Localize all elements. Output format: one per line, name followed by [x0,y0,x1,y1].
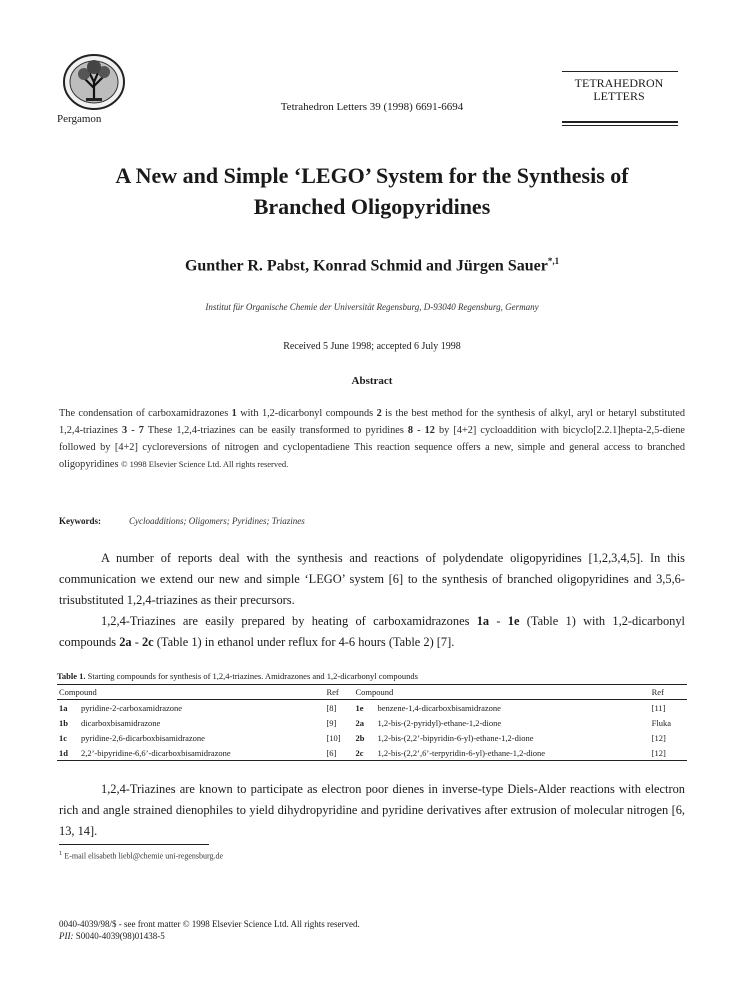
compound-name: 1,2-bis-(2-pyridyl)-ethane-1,2-dione [377,717,502,728]
body-paragraph [59,611,685,653]
abstract-text-part: by [4+2] cycloaddition with bicyclo[2.2.1]hepta-2,5-diene followed by [4+2] cycloreversions of nitrogen and cyclopentadiene This reaction sequence offers a new, simple and general access to branched oligopyridines [59,425,686,470]
compound-id: 1a [59,702,68,713]
table-row [57,715,687,730]
keywords-text: Cycloadditions; Oligomers; Pyridines; Triazines [129,516,305,526]
article-title-line-1: A New and Simple ‘LEGO’ System for the Synthesis of [115,163,629,188]
compound-ref: 2c [141,635,154,649]
column-header: Compound [354,685,650,700]
body-paragraph [59,779,685,842]
article-title [60,160,684,222]
footnote [59,850,223,861]
received-dates: Received 5 June 1998; accepted 6 July 1998 [283,341,461,352]
footnote-text: E-mail elisabeth liebl@chemie uni-regensburg.de [64,851,224,861]
reference: Fluka [651,717,672,728]
keywords-line [59,516,305,526]
pii-label: PII: [59,931,74,941]
footnote-mark: 1 [59,850,63,857]
body-text: - [489,614,508,628]
column-header: Ref [650,685,687,700]
compound-name: 1,2-bis-(2,2’,6’-terpyridin-6-yl)-ethane-1,2-dione [376,745,650,761]
table-row [57,745,687,761]
compound-name: pyridine-2-carboxamidrazone [81,702,183,713]
publisher-name: Pergamon [57,113,102,125]
body-text: 1,2,4-Triazines are easily prepared by heating of carboxamidrazones [101,614,477,628]
reference: [12] [651,732,666,743]
compound-name: 1,2-bis-(2,2’-bipyridin-6-yl)-ethane-1,2-dione [377,732,534,743]
journal-citation: Tetrahedron Letters 39 (1998) 6691-6694 [280,101,464,113]
compound-name: dicarboxbisamidrazone [81,717,161,728]
body-paragraph [59,548,685,611]
compound-name: benzene-1,4-dicarboxbisamidrazone [377,702,501,713]
journal-name-line-1: TETRAHEDRON [574,76,664,90]
column-header: Ref [324,685,353,700]
affiliation: Institut für Organische Chemie der Universität Regensburg, D-93040 Regensburg, Germany [205,302,539,312]
compound-id: 2b [355,732,365,743]
front-matter-copyright: 0040-4039/98/$ - see front matter © 1998 Elsevier Science Ltd. All rights reserved. [59,919,360,929]
article-title-line-2: Branched Oligopyridines [253,194,491,219]
compound-id: 2c [354,745,376,761]
keywords-label: Keywords: [59,516,101,526]
compound-id: 1c [59,732,68,743]
journal-name [560,77,678,103]
abstract-copyright: © 1998 Elsevier Science Ltd. All rights reserved. [121,459,289,469]
header-rule-thick [562,121,678,123]
table-caption [57,671,418,681]
compound-ref: 1e [507,614,520,628]
table-caption-label: Table 1. [57,671,86,681]
reference: [12] [650,745,687,761]
header-rule [562,71,678,72]
starting-compounds-table [57,684,687,761]
body-text: - [131,635,142,649]
compound-ref: 1a [476,614,490,628]
compound-id: 1d [57,745,79,761]
reference: [11] [651,702,666,713]
compound-id: 2a [355,717,364,728]
compound-id: 1b [59,717,68,728]
footnote-rule [59,844,209,845]
abstract-text [59,405,685,473]
compound-name: 2,2’-bipyridine-6,6’-dicarboxbisamidrazone [79,745,324,761]
pii-value: S0040-4039(98)01438-5 [73,931,165,941]
body-text: (Table 1) in ethanol under reflux for 4-6 hours (Table 2) [7]. [153,635,455,649]
table-row [57,730,687,745]
table-caption-text: Starting compounds for synthesis of 1,2,4-triazines. Amidrazones and 1,2-dicarbonyl compounds [85,671,418,681]
compound-ref: 2a [119,635,132,649]
compound-ref: 3 - 7 [121,425,144,436]
body-paragraph-text: 1,2,4-Triazines are known to participate as electron poor dienes in inverse-type Diels-Alder reactions with electron rich and angle strained dienophiles to yield dihydropyridine and pyridine derivatives after extrusion of molecular nitrogen [6, 13, 14]. [59,782,685,838]
body-paragraph-text: A number of reports deal with the synthesis and reactions of polydendate oligopyridines [1,2,3,4,5]. In this communication we extend our new and simple ‘LEGO’ system [6] to the synthesis of branched oligopyridines and 3,5,6-trisubstituted 1,2,4-triazines as their precursors. [59,551,685,607]
column-header: Compound [57,685,324,700]
corresponding-author-mark: *,1 [547,256,560,266]
journal-name-line-2: LETTERS [593,89,645,103]
compound-ref: 2 [376,408,382,419]
header-rule-thin [562,125,678,126]
reference: [10] [326,732,341,743]
author-list [0,256,744,275]
table-row [57,700,687,716]
reference: [6] [324,745,353,761]
table-header-row [57,685,687,700]
reference: [9] [326,717,337,728]
compound-id: 1e [355,702,364,713]
abstract-text-part: The condensation of carboxamidrazones [59,408,232,419]
author-names: Gunther R. Pabst, Konrad Schmid and Jürgen Sauer [184,257,548,275]
compound-ref: 8 - 12 [407,425,435,436]
abstract-heading: Abstract [351,375,393,387]
reference: [8] [326,702,337,713]
abstract-text-part: is the best method for the synthesis of alkyl, aryl or hetaryl substituted 1,2,4-triazines [59,408,685,436]
compound-ref: 1 [231,408,237,419]
abstract-text-part: These 1,2,4-triazines can be easily transformed to pyridines [143,425,408,436]
body-text: (Table 1) with 1,2-dicarbonyl compounds [59,614,686,649]
pii-line [59,931,165,941]
abstract-text-part: with 1,2-dicarbonyl compounds [236,408,377,419]
compound-name: pyridine-2,6-dicarboxbisamidrazone [81,732,205,743]
